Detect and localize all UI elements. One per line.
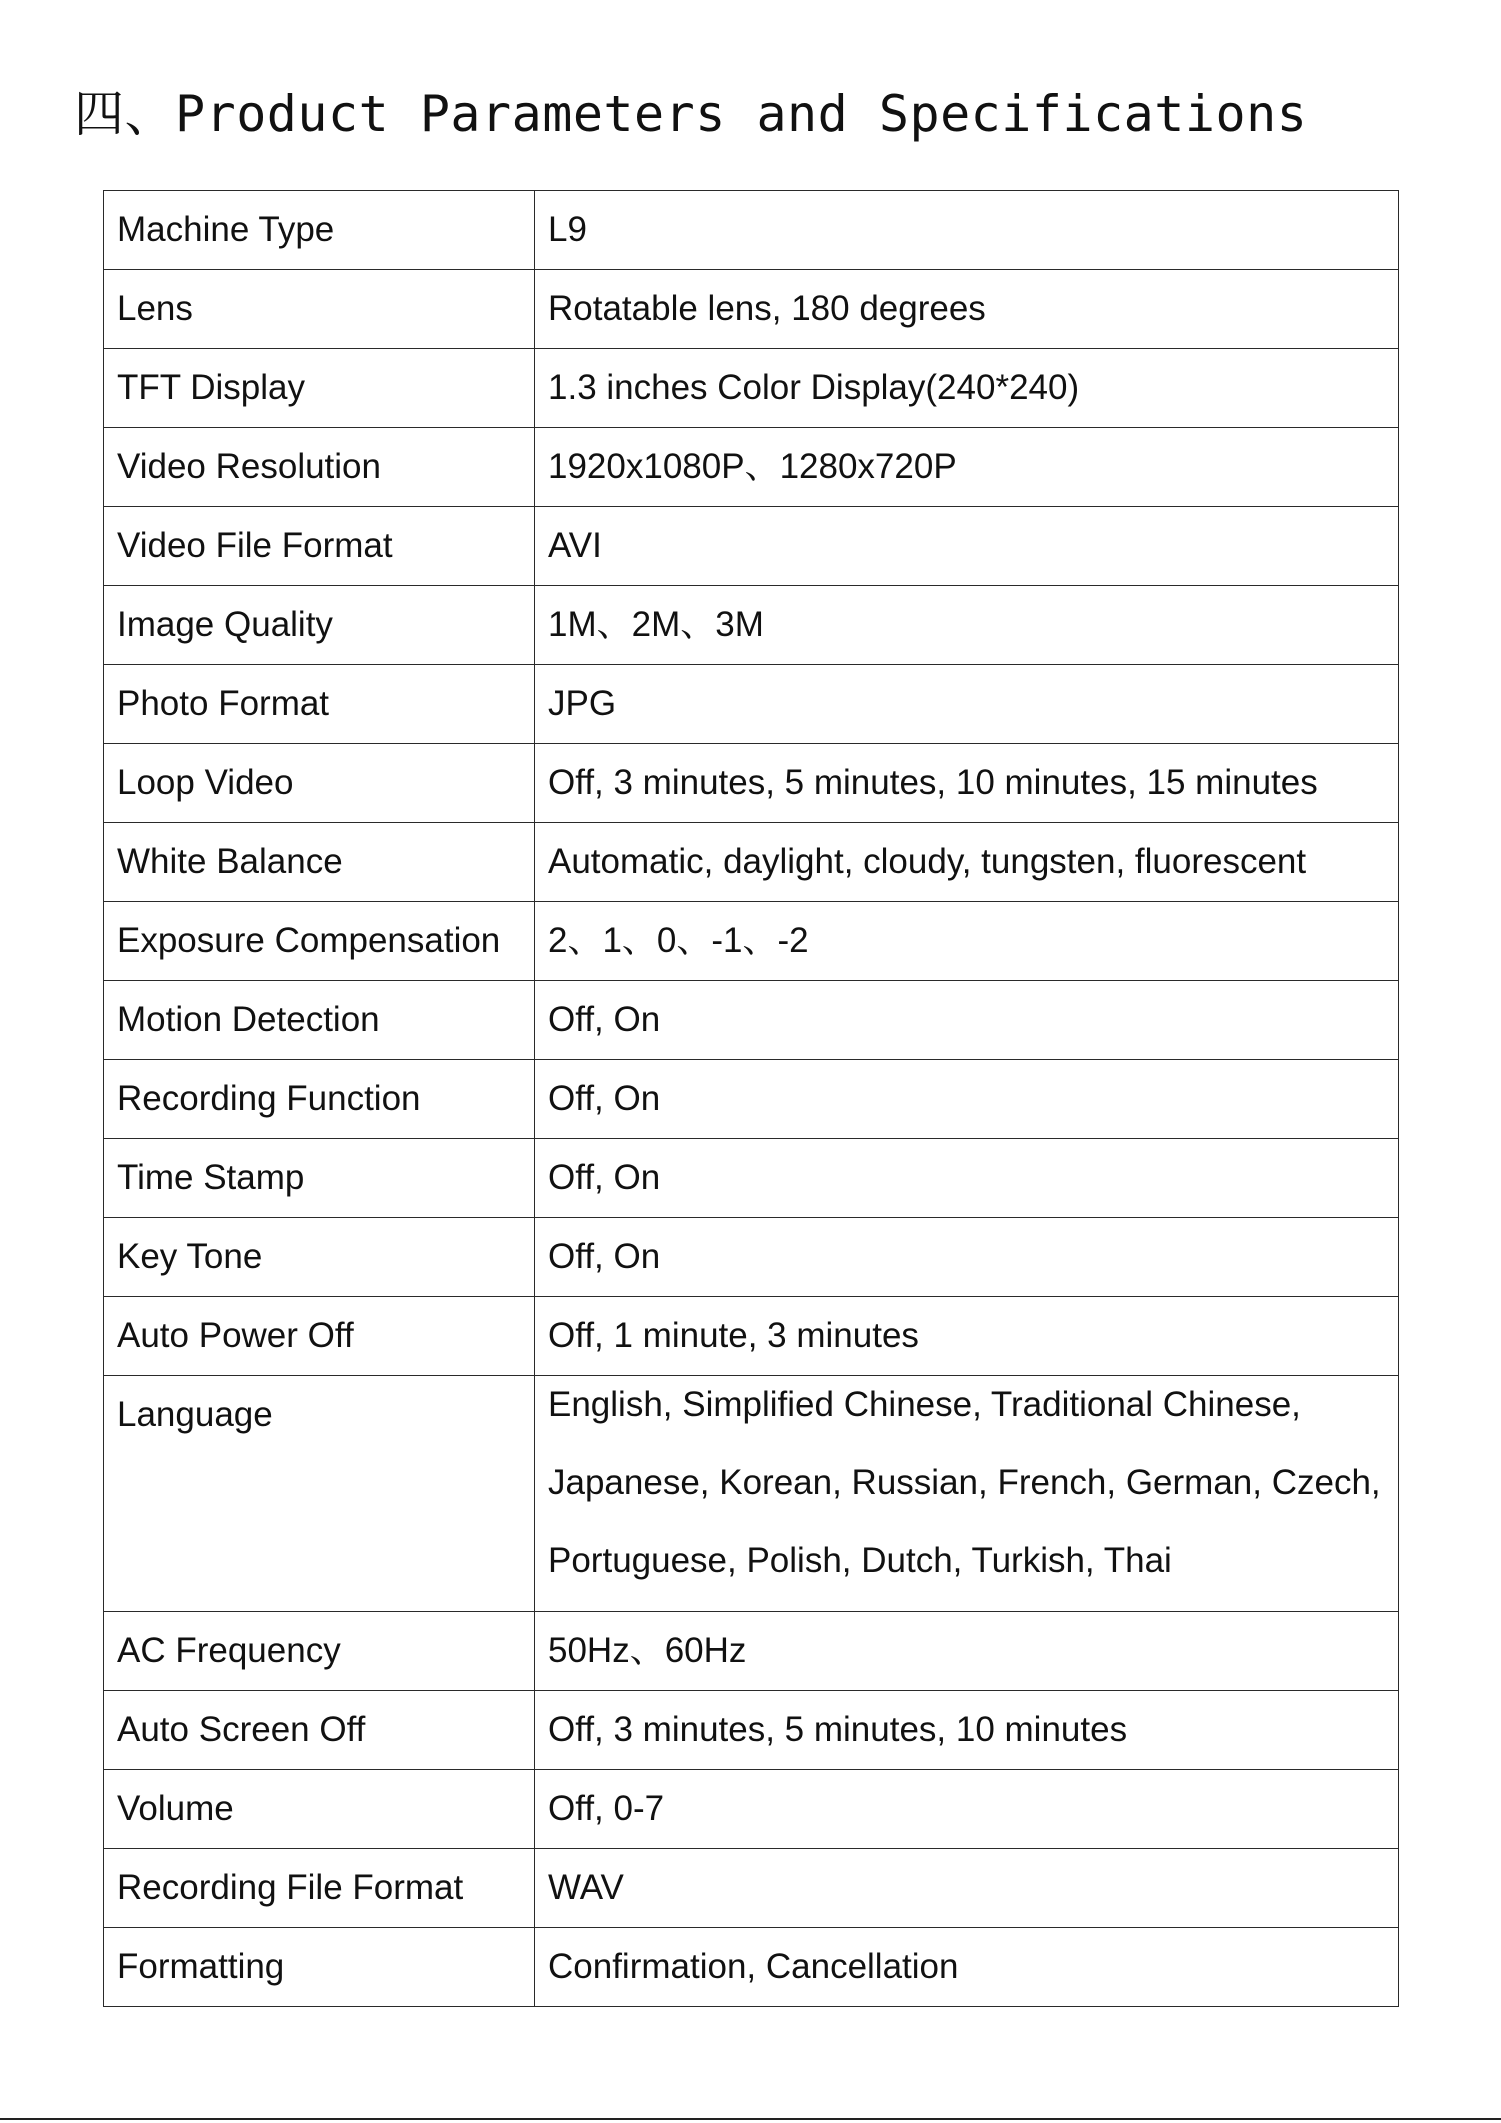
spec-table-body: [104, 191, 1399, 2007]
spec-value: [535, 1139, 1399, 1218]
spec-value-line: JPG: [548, 684, 617, 723]
spec-value: [535, 1849, 1399, 1928]
table-row: [104, 1849, 1399, 1928]
spec-value-line: Off, On: [548, 1158, 661, 1197]
spec-label: White Balance: [104, 823, 535, 902]
spec-label: Loop Video: [104, 744, 535, 823]
page-bottom-divider: [0, 2118, 1501, 2120]
spec-value: [535, 1691, 1399, 1770]
table-row: [104, 1376, 1399, 1612]
table-row: [104, 1691, 1399, 1770]
spec-label: Key Tone: [104, 1218, 535, 1297]
table-row: [104, 1297, 1399, 1376]
spec-value: [535, 981, 1399, 1060]
table-row: [104, 1612, 1399, 1691]
spec-value: [535, 823, 1399, 902]
spec-label: Photo Format: [104, 665, 535, 744]
spec-label: Auto Screen Off: [104, 1691, 535, 1770]
spec-label: Language: [104, 1376, 535, 1612]
spec-value-line: 1920x1080P、1280x720P: [548, 447, 957, 486]
spec-value-line: Off, On: [548, 1000, 661, 1039]
spec-value: [535, 349, 1399, 428]
table-row: [104, 270, 1399, 349]
table-row: [104, 744, 1399, 823]
table-row: [104, 1770, 1399, 1849]
spec-value-line: Off, 3 minutes, 5 minutes, 10 minutes, 15 minutes: [548, 763, 1318, 802]
spec-label: Time Stamp: [104, 1139, 535, 1218]
spec-value-line: English, Simplified Chinese, Traditional Chinese,: [548, 1385, 1301, 1424]
spec-label: Formatting: [104, 1928, 535, 2007]
spec-value-line: Off, 0-7: [548, 1789, 665, 1828]
spec-value: [535, 902, 1399, 981]
table-row: [104, 823, 1399, 902]
spec-value-line: Off, On: [548, 1079, 661, 1118]
spec-value: [535, 586, 1399, 665]
table-row: [104, 1218, 1399, 1297]
spec-table: [103, 190, 1399, 2007]
table-row: [104, 902, 1399, 981]
spec-value: [535, 1612, 1399, 1691]
table-row: [104, 507, 1399, 586]
spec-value: [535, 270, 1399, 349]
table-row: [104, 981, 1399, 1060]
spec-value: [535, 1376, 1399, 1612]
spec-value-line: AVI: [548, 526, 602, 565]
table-row: [104, 1928, 1399, 2007]
spec-value-line: Japanese, Korean, Russian, French, German, Czech,: [548, 1463, 1381, 1502]
spec-label: AC Frequency: [104, 1612, 535, 1691]
spec-label: Recording File Format: [104, 1849, 535, 1928]
table-row: [104, 428, 1399, 507]
spec-value: [535, 1218, 1399, 1297]
spec-label: Recording Function: [104, 1060, 535, 1139]
spec-value: [535, 744, 1399, 823]
spec-value-line: 50Hz、60Hz: [548, 1631, 747, 1670]
table-row: [104, 191, 1399, 270]
spec-label: Lens: [104, 270, 535, 349]
spec-value-line: Off, On: [548, 1237, 661, 1276]
table-row: [104, 1139, 1399, 1218]
page-title: 四、Product Parameters and Specifications: [74, 85, 1308, 143]
table-row: [104, 1060, 1399, 1139]
spec-value-line: 1M、2M、3M: [548, 605, 764, 644]
spec-value: [535, 665, 1399, 744]
spec-value-line: L9: [548, 210, 587, 249]
spec-value: [535, 1297, 1399, 1376]
spec-value-line: Automatic, daylight, cloudy, tungsten, fluorescent: [548, 842, 1307, 881]
spec-value-line: Off, 3 minutes, 5 minutes, 10 minutes: [548, 1710, 1128, 1749]
table-row: [104, 665, 1399, 744]
spec-label: Exposure Compensation: [104, 902, 535, 981]
spec-value: [535, 191, 1399, 270]
spec-label: Motion Detection: [104, 981, 535, 1060]
spec-value: [535, 1928, 1399, 2007]
spec-value-line: Portuguese, Polish, Dutch, Turkish, Thai: [548, 1541, 1172, 1580]
spec-value-line: WAV: [548, 1868, 624, 1907]
spec-label: Volume: [104, 1770, 535, 1849]
spec-label: Machine Type: [104, 191, 535, 270]
spec-value: [535, 507, 1399, 586]
spec-value: [535, 428, 1399, 507]
spec-value-line: Confirmation, Cancellation: [548, 1947, 959, 1986]
spec-value-line: 1.3 inches Color Display(240*240): [548, 368, 1080, 407]
spec-label: Image Quality: [104, 586, 535, 665]
spec-label: TFT Display: [104, 349, 535, 428]
spec-value: [535, 1060, 1399, 1139]
spec-label: Auto Power Off: [104, 1297, 535, 1376]
spec-value-line: Off, 1 minute, 3 minutes: [548, 1316, 919, 1355]
table-row: [104, 586, 1399, 665]
spec-value-line: Rotatable lens, 180 degrees: [548, 289, 986, 328]
spec-value-line: 2、1、0、-1、-2: [548, 921, 809, 960]
table-row: [104, 349, 1399, 428]
spec-label: Video File Format: [104, 507, 535, 586]
spec-label: Video Resolution: [104, 428, 535, 507]
spec-value: [535, 1770, 1399, 1849]
